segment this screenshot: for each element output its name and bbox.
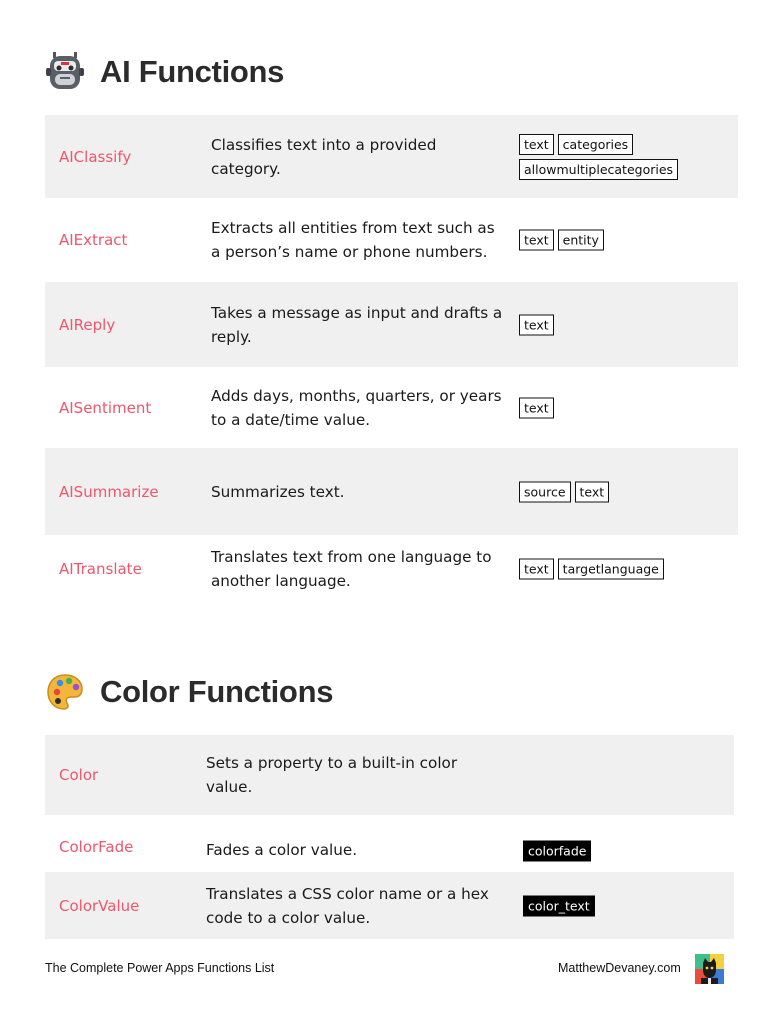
function-description: Fades a color value. [206, 841, 358, 859]
function-params [523, 895, 723, 916]
table-row [45, 815, 734, 872]
param-chip: text [519, 558, 554, 579]
param-chip: allowmultiplecategories [519, 159, 678, 180]
function-params [519, 558, 719, 579]
section-title-ai-functions [46, 52, 284, 92]
palette-icon [46, 672, 84, 712]
function-description: Translates text from one language to another language. [211, 547, 492, 590]
function-params [519, 314, 719, 335]
table-row [45, 115, 738, 198]
section-title-text: Color Functions [100, 674, 334, 709]
function-name[interactable]: AISentiment [59, 398, 152, 417]
table-row [45, 535, 738, 602]
table-row [45, 448, 738, 535]
table-row [45, 735, 734, 815]
table-row [45, 367, 738, 448]
function-params [519, 481, 719, 502]
function-description: Sets a property to a built-in color value. [206, 754, 458, 796]
function-name[interactable]: ColorFade [59, 838, 134, 856]
cat-avatar-icon [695, 954, 724, 984]
function-description: Adds days, months, quarters, or years to a date/time value. [211, 386, 502, 429]
function-description: Classifies text into a provided category. [211, 135, 437, 178]
function-params [519, 397, 719, 418]
param-chip: categories [558, 134, 634, 155]
param-chip: text [519, 314, 554, 335]
function-name[interactable]: AISummarize [59, 482, 159, 501]
function-params [519, 230, 719, 251]
ai-functions-table [45, 115, 738, 602]
table-row [45, 872, 734, 939]
param-chip: text [519, 230, 554, 251]
function-description: Extracts all entities from text such as a person’s name or phone numbers. [211, 219, 495, 261]
robot-icon [46, 52, 84, 92]
function-description: Takes a message as input and drafts a reply. [211, 303, 503, 346]
color-functions-table [45, 735, 734, 939]
function-name[interactable]: ColorValue [59, 896, 140, 915]
param-chip: text [519, 134, 554, 155]
section-title-text: AI Functions [100, 54, 285, 89]
param-chip: text [575, 481, 610, 502]
footer-title: The Complete Power Apps Functions List [45, 961, 275, 975]
function-description: Translates a CSS color name or a hex code to a color value. [206, 884, 489, 927]
function-description: Summarizes text. [211, 482, 345, 501]
param-chip: text [519, 397, 554, 418]
table-row [45, 198, 738, 282]
param-chip: colorfade [523, 841, 591, 862]
function-name[interactable]: AIExtract [59, 231, 128, 249]
param-chip: source [519, 481, 571, 502]
param-chip: entity [558, 230, 604, 251]
section-title-color-functions [46, 672, 333, 712]
function-name[interactable]: AIReply [59, 315, 116, 334]
function-params [523, 841, 723, 862]
param-chip: color_text [523, 895, 595, 916]
param-chip: targetlanguage [558, 558, 664, 579]
function-name[interactable]: AITranslate [59, 559, 142, 578]
function-name[interactable]: AIClassify [59, 147, 132, 166]
footer-site-link[interactable]: MatthewDevaney.com [558, 961, 681, 975]
function-params [519, 134, 719, 180]
table-row [45, 282, 738, 367]
function-name[interactable]: Color [59, 766, 99, 784]
